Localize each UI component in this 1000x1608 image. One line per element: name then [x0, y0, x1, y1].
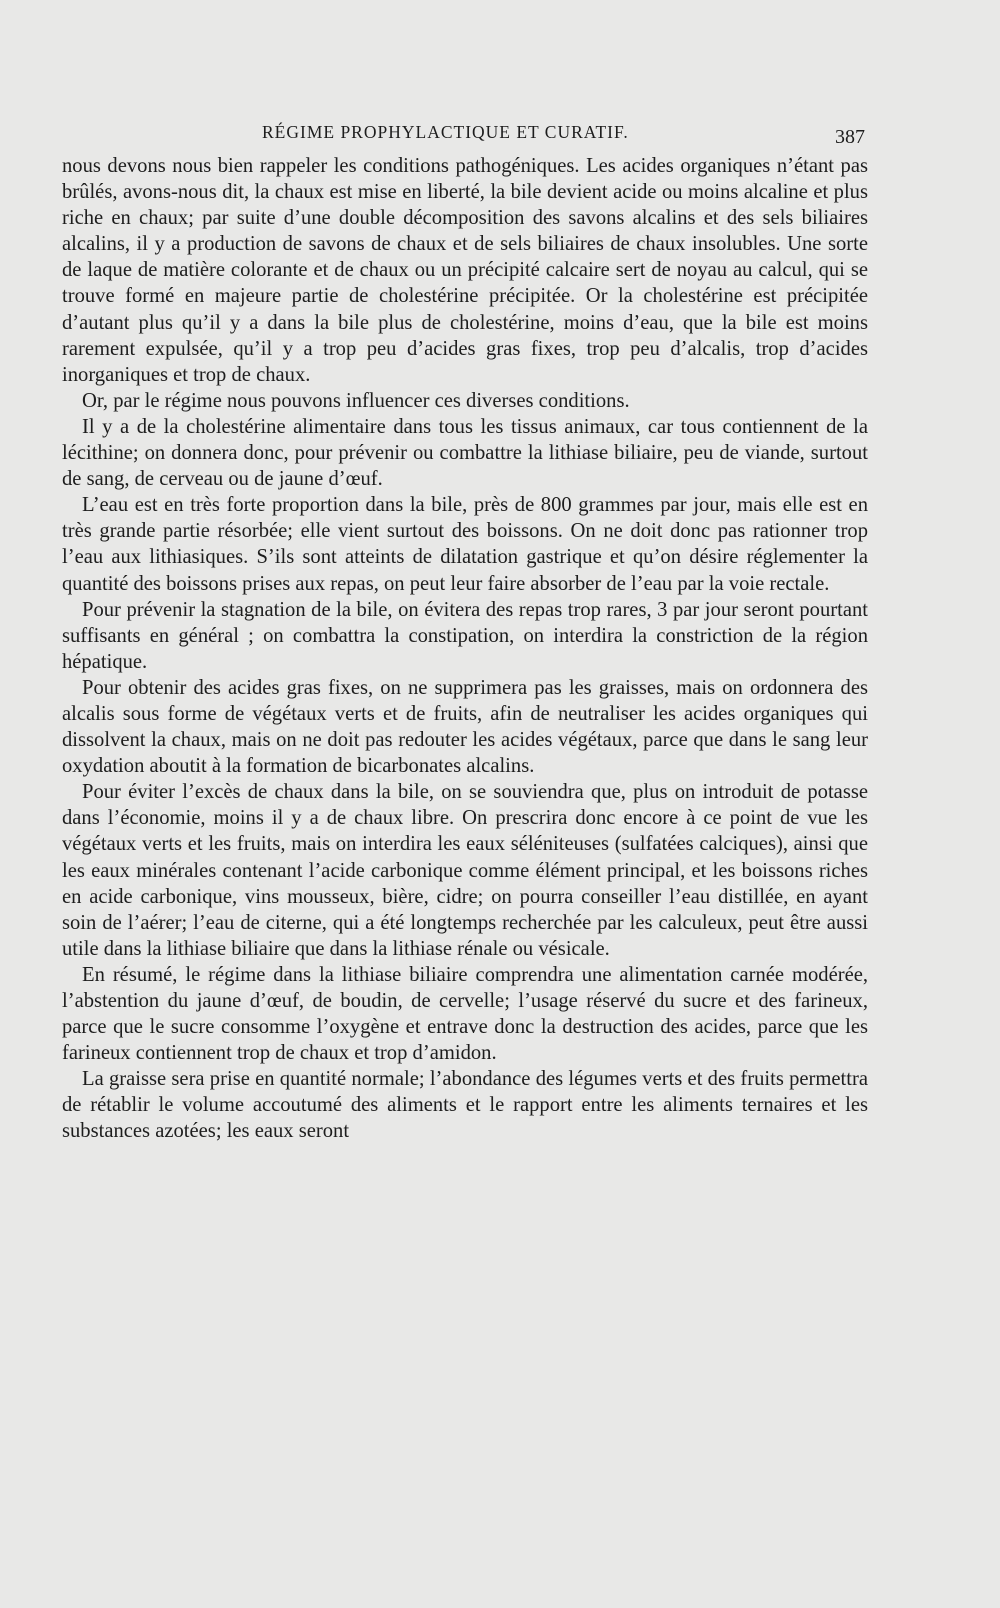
paragraph: Pour obtenir des acides gras fixes, on ne supprimera pas les graisses, mais on ordonnera des alcalis sous forme de végétaux verts et de fruits, afin de neutraliser les acides organiques qui dissolvent la chaux, mais on ne doit pas redouter les acides végétaux, parce que dans le sang leur oxydation aboutit à la formation de bicarbonates alcalins.	[62, 676, 868, 778]
paragraph: Pour prévenir la stagnation de la bile, on évitera des repas trop rares, 3 par jour seront pourtant suffisants en général ; on combattra la constipation, on interdira la constriction de la région hépatique.	[62, 598, 868, 673]
running-head: RÉGIME PROPHYLACTIQUE ET CURATIF.	[262, 122, 629, 142]
paragraph: Pour éviter l’excès de chaux dans la bile, on se souviendra que, plus on introduit de potasse dans l’économie, moins il y a de chaux libre. On prescrira donc encore à ce point de vue les végétaux verts et les fruits, mais on interdira les eaux séléniteuses (sulfatées calciques), ainsi que les eaux minérales contenant l’acide carbonique comme élément principal, et les boissons riches en acide carbonique, vins mousseux, bière, cidre; on pourra conseiller l’eau distillée, en ayant soin de l’aérer; l’eau de citerne, qui a été longtemps recherchée par les calculeux, peut être aussi utile dans la lithiase biliaire que dans la lithiase rénale ou vésicale.	[62, 781, 868, 960]
paragraph: L’eau est en très forte proportion dans la bile, près de 800 grammes par jour, mais elle est en très grande partie résorbée; elle vient surtout des boissons. On ne doit donc pas rationner trop l’eau aux lithiasiques. S’ils sont atteints de dilatation gastrique et qu’on désire réglementer la quantité des boissons prises aux repas, on peut leur faire absorber de l’eau par la voie rectale.	[62, 494, 868, 595]
paragraph: Or, par le régime nous pouvons influencer ces diverses conditions.	[82, 389, 630, 412]
page-number: 387	[835, 126, 865, 148]
paragraph: nous devons nous bien rappeler les conditions pathogéniques. Les acides organiques n’étant pas brûlés, avons-nous dit, la chaux est mise en liberté, la bile devient acide ou moins alcaline et plus riche en chaux; par suite d’une double décomposition des savons alcalins et des sels biliaires alcalins, il y a production de savons de chaux et de sels biliaires de chaux insolubles. Une sorte de laque de matière colorante et de chaux ou un précipité calcaire sert de noyau au calcul, qui se trouve formé en majeure partie de cholestérine précipitée. Or la cholestérine est précipitée d’autant plus qu’il y a dans la bile plus de cholestérine, moins d’eau, que la bile est moins rarement expulsée, qu’il y a trop peu d’acides gras fixes, trop peu d’alcalis, trop d’acides inorganiques et trop de chaux.	[62, 155, 868, 386]
paragraph: Il y a de la cholestérine alimentaire dans tous les tissus animaux, car tous contiennent de la lécithine; on donnera donc, pour prévenir ou combattre la lithiase biliaire, peu de viande, surtout de sang, de cerveau ou de jaune d’œuf.	[62, 415, 868, 491]
paragraph: En résumé, le régime dans la lithiase biliaire comprendra une alimentation carnée modérée, l’abstention du jaune d’œuf, de boudin, de cervelle; l’usage réservé du sucre et des farineux, parce que le sucre consomme l’oxygène et entrave donc la destruction des acides, parce que les farineux contiennent trop de chaux et trop d’amidon.	[62, 963, 868, 1065]
body-text	[62, 153, 868, 1145]
page-header	[0, 119, 1000, 149]
paragraph: La graisse sera prise en quantité normale; l’abondance des légumes verts et des fruits permettra de rétablir le volume accoutumé des aliments et le rapport entre les aliments ternaires et les substances azotées; les eaux seront	[62, 1068, 868, 1143]
